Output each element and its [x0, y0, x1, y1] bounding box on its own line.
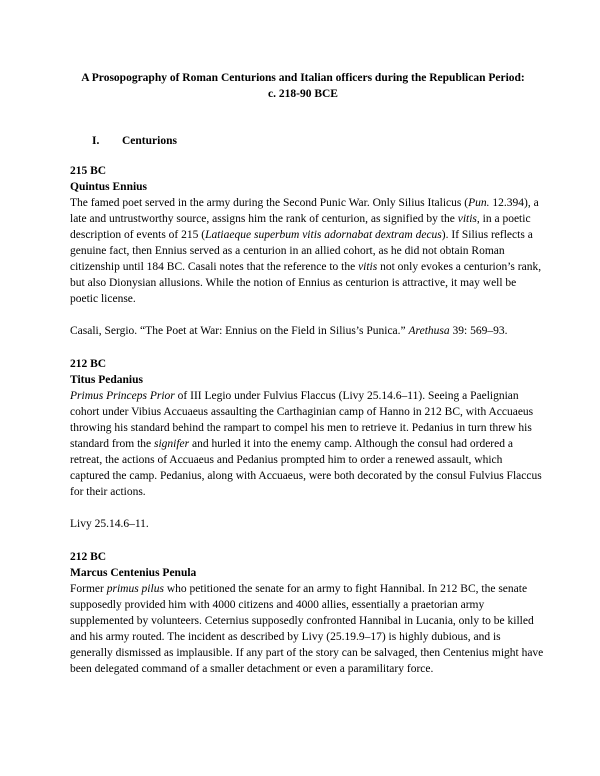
entry-titus-pedanius [70, 356, 544, 500]
section-title: Centurions [122, 135, 177, 147]
title-line-2: c. 218-90 BCE [268, 88, 338, 100]
text-run: , in a poetic description of events of 215 ( [70, 213, 531, 241]
entry-body [70, 195, 544, 307]
entry-name: Titus Pedanius [70, 374, 143, 386]
text-run: Casali, Sergio. “The Poet at War: Ennius on the Field in Silius’s Punica.” [70, 325, 409, 337]
text-run: who petitioned the senate for an army to fight Hannibal. In 212 BC, the senate supposedly provided him with 4000 citizens and 4000 allies, essentially a praetorian army supplemented by volunteers. Ceternius supposedly confronted Hannibal in Lucania, only to be killed and his army routed. The incident as described by Livy (25.19.9–17) is highly dubious, and is generally dismissed as implausible. If any part of the story can be salvaged, then Centenius might have been delegated command of a smaller detachment or even a paramilitary force. [70, 583, 544, 675]
entry-date: 215 BC [70, 165, 107, 177]
entry-marcus-centenius-penula [70, 549, 544, 677]
entry-date: 212 BC [70, 551, 107, 563]
entry-quintus-ennius [70, 163, 544, 307]
italic-text-run: vitis [358, 261, 378, 273]
text-run: ). If Silius reflects a genuine fact, then Ennius served as a centurion in an allied cohort, as he did not obtain Roman citizenship until 184 BC. Casali notes that the reference to the [70, 229, 533, 273]
italic-text-run: Pun. [468, 197, 490, 209]
italic-text-run: signifer [154, 438, 190, 450]
entry-name: Quintus Ennius [70, 181, 148, 193]
title-line-1: A Prosopography of Roman Centurions and Italian officers during the Republican Period: [81, 72, 525, 84]
entry-reference [70, 323, 544, 339]
text-run: The famed poet served in the army during the Second Punic War. Only Silius Italicus ( [70, 197, 469, 209]
section-number: I. [92, 135, 100, 147]
entry-name: Marcus Centenius Penula [70, 567, 197, 579]
text-run: not only evokes a centurion’s rank, but also Dionysian allusions. While the notion of Ennius as centurion is attractive, it may well be poetic license. [70, 261, 542, 305]
text-run: and hurled it into the enemy camp. Although the consul had ordered a retreat, the actions of Accuaeus and Pedanius prompted him to order a renewed assault, which captured the camp. Pedanius, along with Accuaeus, were both decorated by the consul Fulvius Flaccus for their actions. [70, 438, 542, 498]
italic-text-run: Arethusa [408, 325, 450, 337]
italic-text-run: primus pilus [106, 583, 164, 595]
section-heading [92, 133, 177, 149]
italic-text-run: Latiaeque superbum vitis adornabat dextram decus [205, 229, 442, 241]
text-run: Livy 25.14.6–11. [70, 518, 149, 530]
entry-body [70, 581, 544, 677]
document-title [60, 70, 546, 102]
text-run: 39: 569–93. [449, 325, 508, 337]
entry-reference [70, 516, 544, 532]
italic-text-run: Primus Princeps Prior [70, 390, 175, 402]
entry-body [70, 388, 544, 500]
text-run: 12.394), a late and untrustworthy source, assigns him the rank of centurion, as signified by the [70, 197, 539, 225]
entry-date: 212 BC [70, 358, 107, 370]
text-run: Former [70, 583, 107, 595]
text-run: of III Legio under Fulvius Flaccus (Livy 25.14.6–11). Seeing a Paelignian cohort under Vibius Accuaeus assaulting the Carthaginian camp of Hanno in 212 BC, with Accuaeus throwing his standard behind the rampart to compel his men to retrieve it. Pedanius in turn threw his standard from the [70, 390, 534, 450]
italic-text-run: vitis [457, 213, 477, 225]
